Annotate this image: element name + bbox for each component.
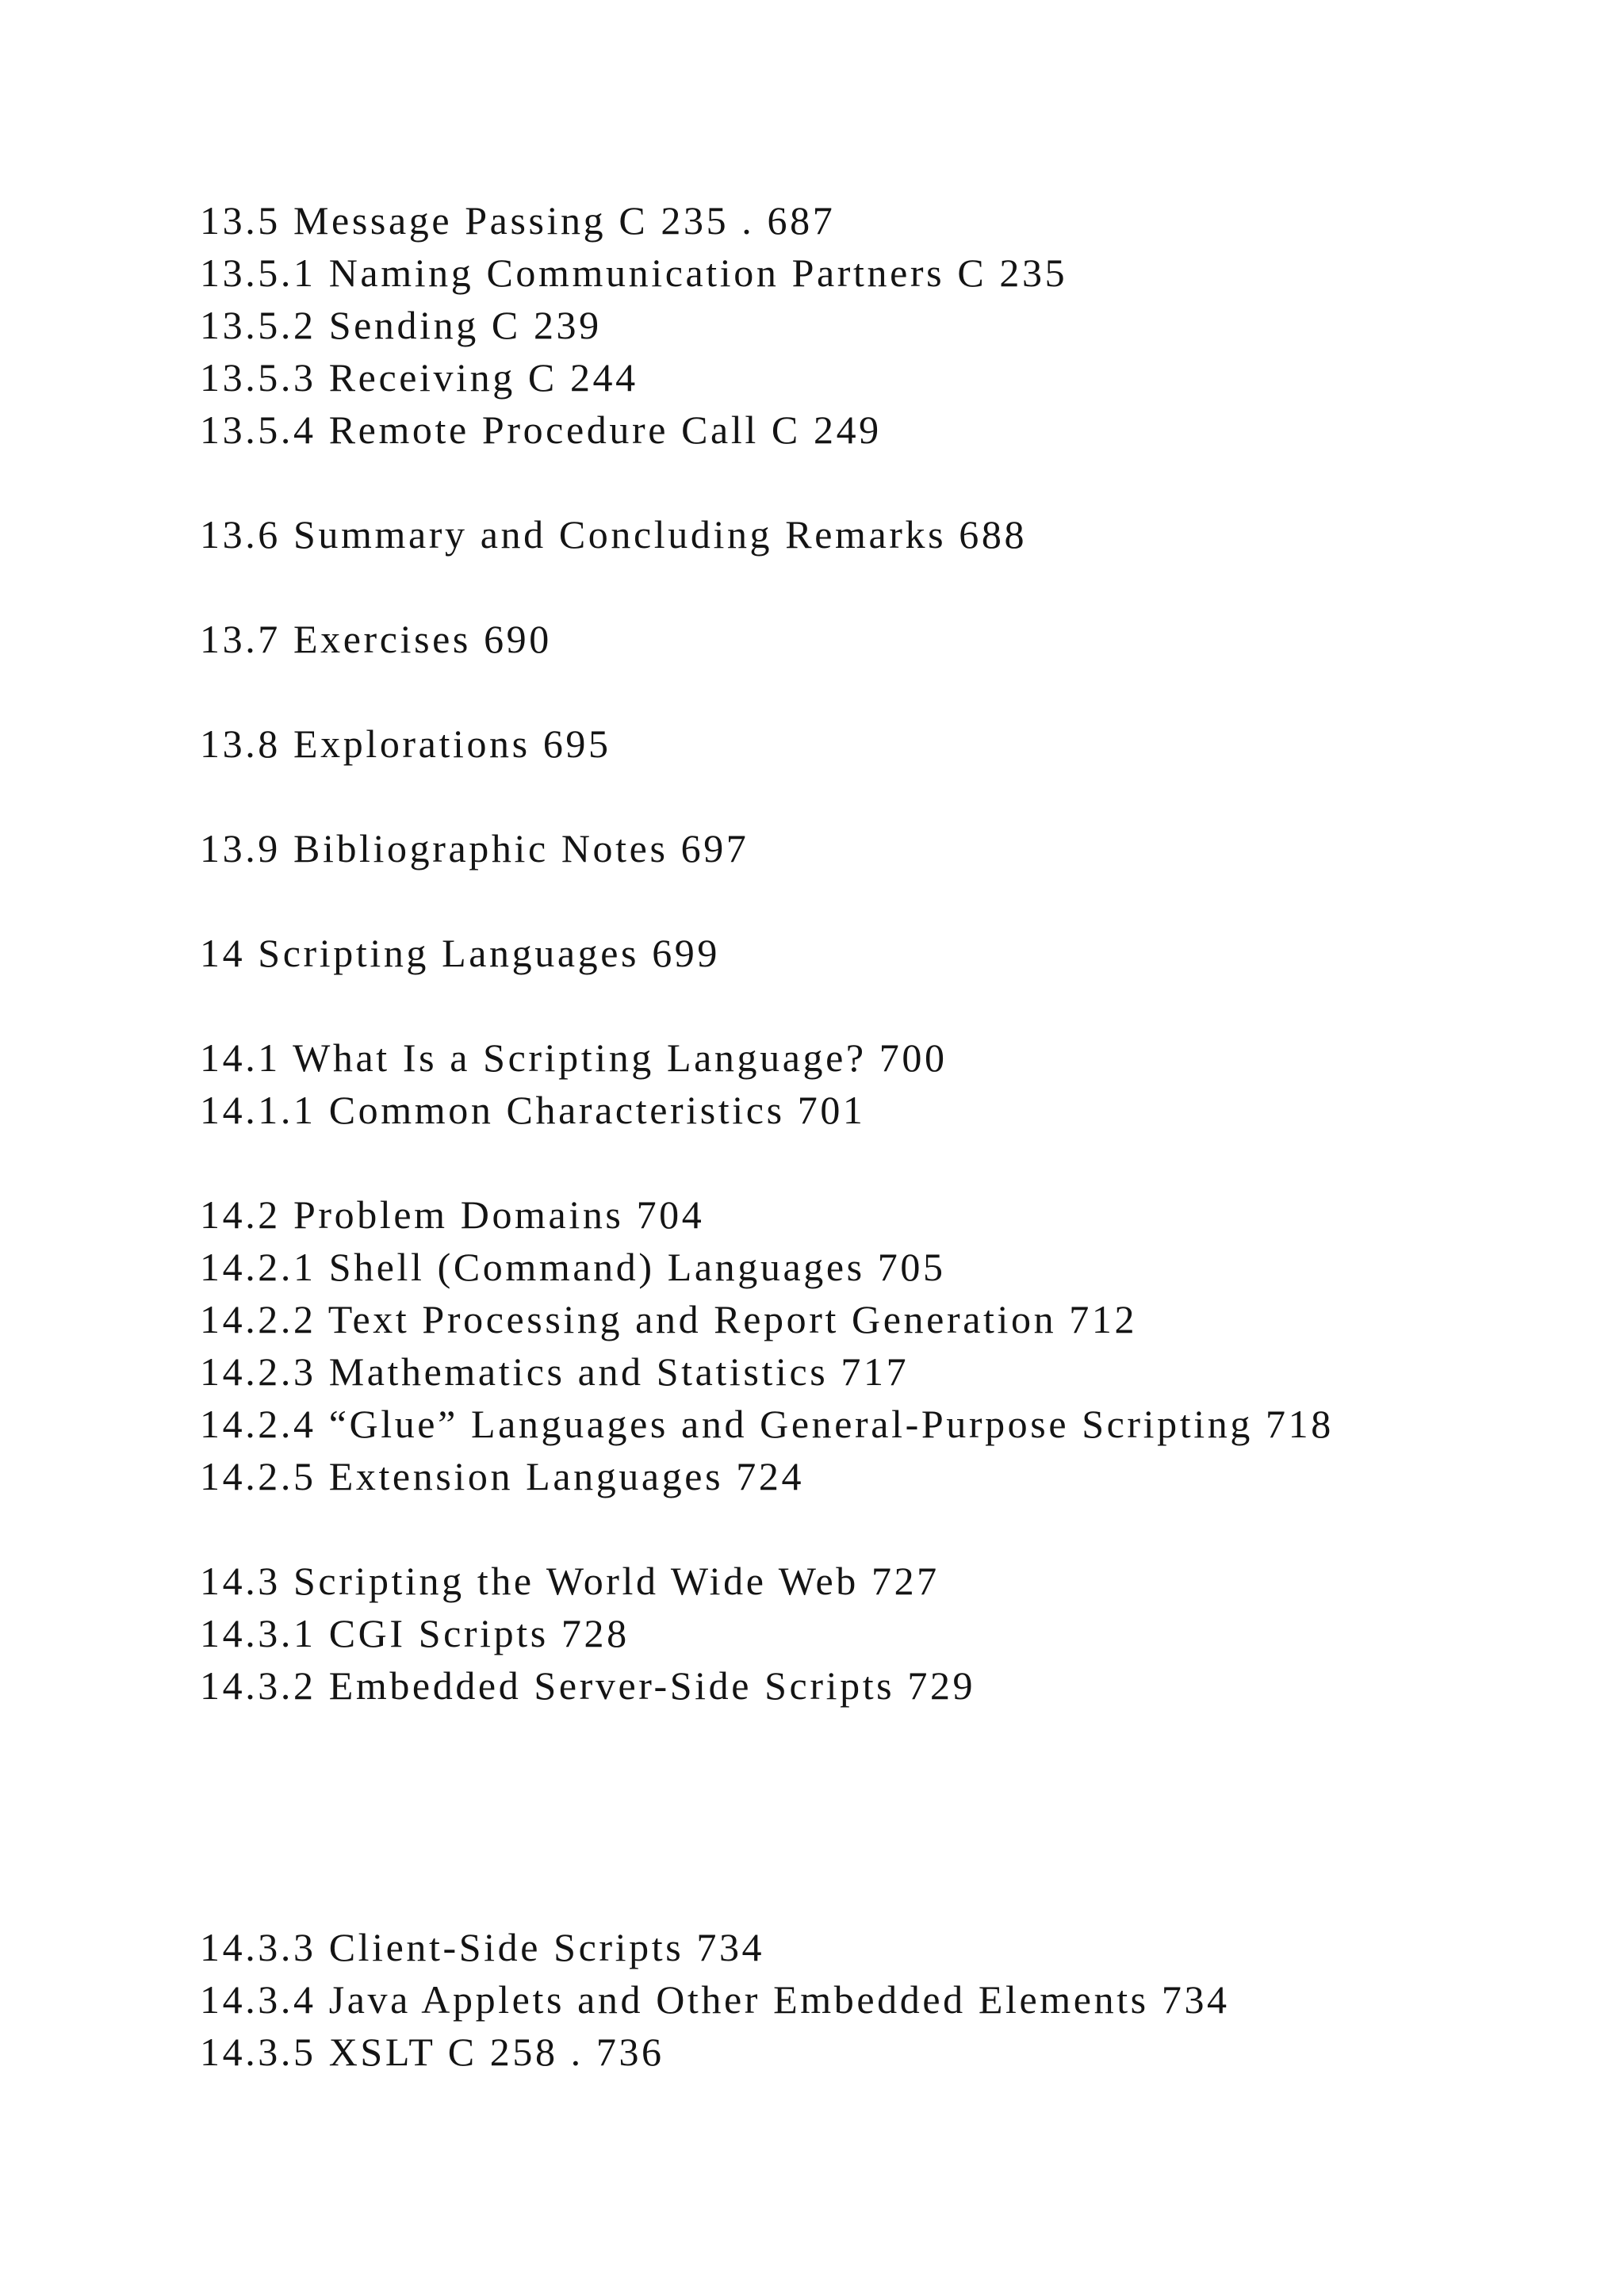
toc-entry-14-2-5: 14.2.5 Extension Languages 724 bbox=[200, 1454, 805, 1498]
toc-entry-14-1: 14.1 What Is a Scripting Language? 700 bbox=[200, 1035, 948, 1080]
toc-entry-14-2-4: 14.2.4 “Glue” Languages and General-Purpose Scripting 718 bbox=[200, 1402, 1334, 1446]
toc-entry-14-3-3: 14.3.3 Client-Side Scripts 734 bbox=[200, 1925, 765, 1969]
toc-entry-13-9: 13.9 Bibliographic Notes 697 bbox=[200, 826, 749, 871]
toc-entry-14-2-1: 14.2.1 Shell (Command) Languages 705 bbox=[200, 1245, 946, 1289]
toc-entry-14-3-4: 14.3.4 Java Applets and Other Embedded Elements 734 bbox=[200, 1977, 1230, 2022]
spacer bbox=[200, 1136, 1548, 1188]
toc-entry-14-2-3: 14.2.3 Mathematics and Statistics 717 bbox=[200, 1349, 910, 1394]
toc-entry-13-5-2: 13.5.2 Sending C 239 bbox=[200, 303, 602, 347]
toc-entry-13-5: 13.5 Message Passing C 235 . 687 bbox=[200, 198, 836, 243]
spacer bbox=[200, 770, 1548, 822]
toc-entry-14-2-2: 14.2.2 Text Processing and Report Generation 712 bbox=[200, 1297, 1138, 1341]
toc-entry-13-5-4: 13.5.4 Remote Procedure Call C 249 bbox=[200, 408, 882, 452]
toc-entry-14-3-1: 14.3.1 CGI Scripts 728 bbox=[200, 1611, 630, 1655]
toc-entry-13-8: 13.8 Explorations 695 bbox=[200, 721, 611, 766]
toc-entry-14-3: 14.3 Scripting the World Wide Web 727 bbox=[200, 1559, 940, 1603]
toc-entry-14: 14 Scripting Languages 699 bbox=[200, 931, 721, 975]
toc-entry-13-6: 13.6 Summary and Concluding Remarks 688 bbox=[200, 512, 1028, 557]
toc-entry-13-7: 13.7 Exercises 690 bbox=[200, 617, 552, 661]
spacer bbox=[200, 874, 1548, 927]
toc-entry-14-2: 14.2 Problem Domains 704 bbox=[200, 1192, 705, 1237]
toc-entry-14-3-2: 14.3.2 Embedded Server-Side Scripts 729 bbox=[200, 1663, 976, 1708]
table-of-contents bbox=[200, 194, 1548, 2078]
spacer bbox=[200, 561, 1548, 613]
toc-entry-14-1-1: 14.1.1 Common Characteristics 701 bbox=[200, 1088, 866, 1132]
toc-entry-14-3-5: 14.3.5 XSLT C 258 . 736 bbox=[200, 2030, 665, 2074]
toc-entry-13-5-3: 13.5.3 Receiving C 244 bbox=[200, 355, 638, 400]
spacer bbox=[200, 979, 1548, 1031]
spacer bbox=[200, 1712, 1548, 1921]
spacer bbox=[200, 456, 1548, 508]
spacer bbox=[200, 1502, 1548, 1555]
toc-entry-13-5-1: 13.5.1 Naming Communication Partners C 235 bbox=[200, 251, 1068, 295]
spacer bbox=[200, 665, 1548, 718]
